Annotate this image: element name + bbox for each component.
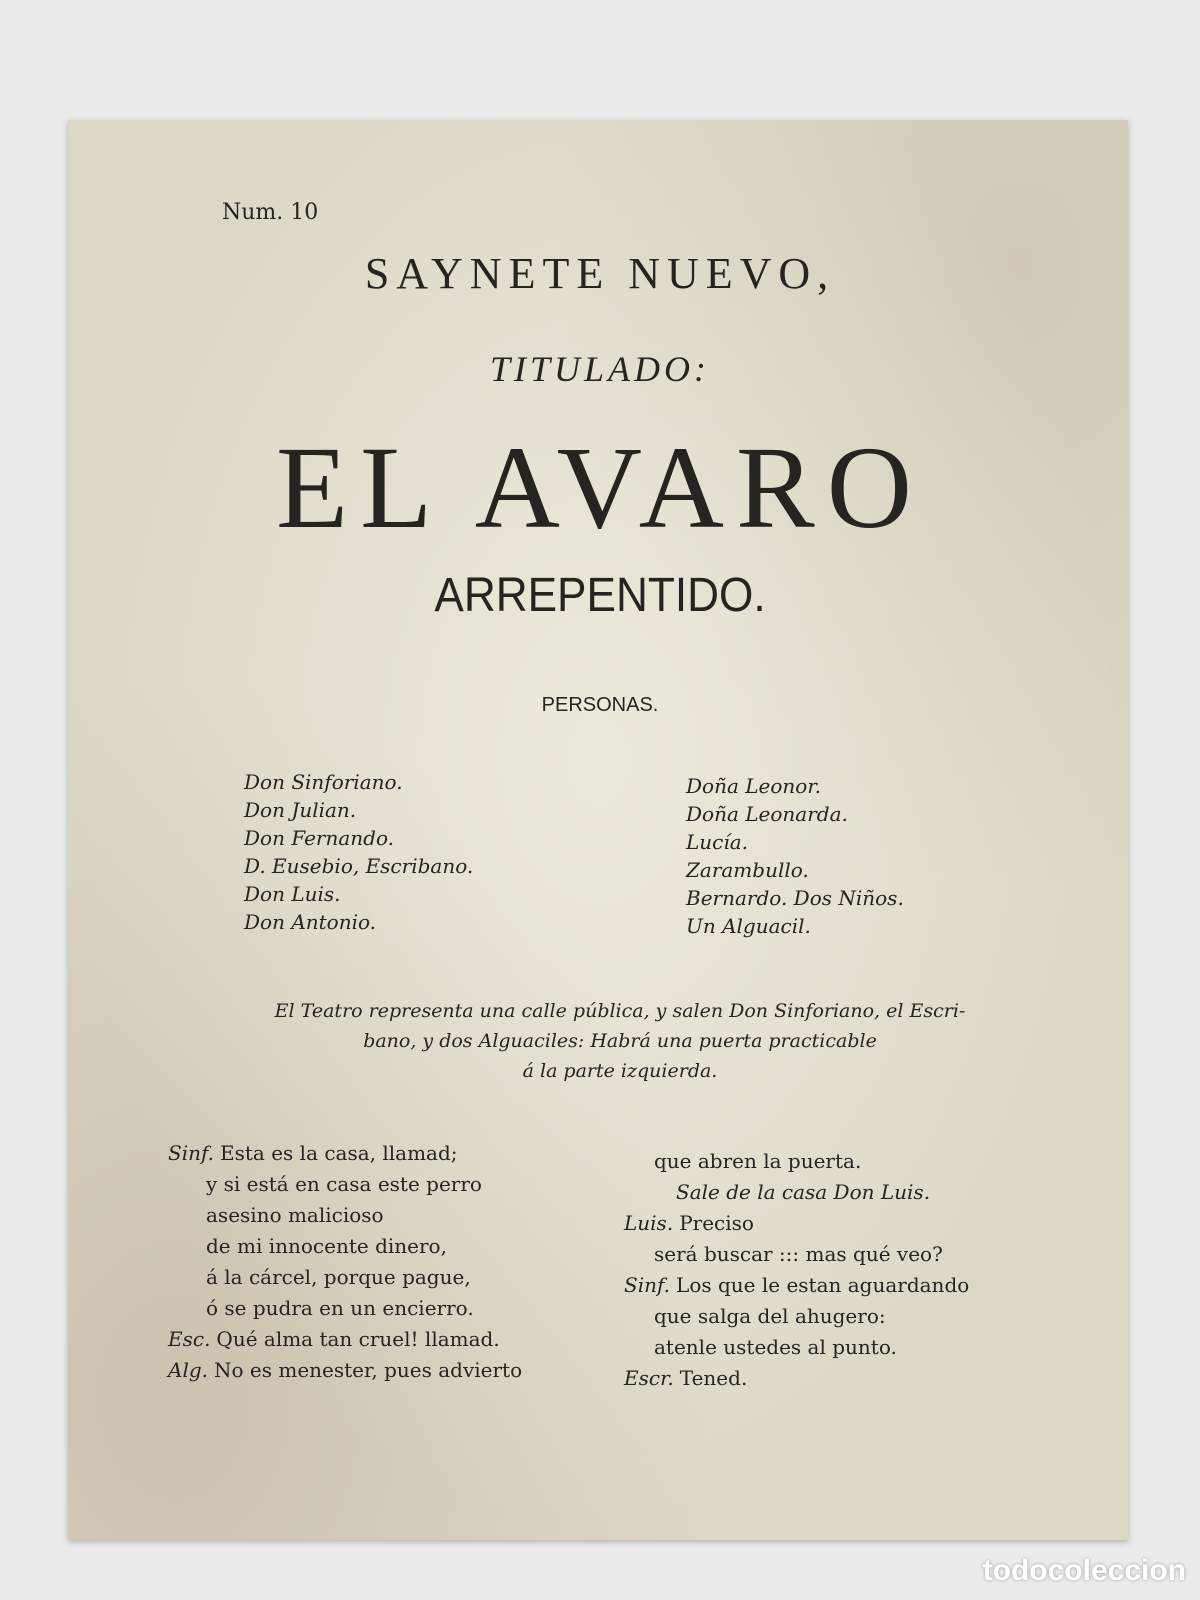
cast-member: Lucía.: [686, 830, 749, 854]
verse-text: Los que le estan aguardando: [676, 1273, 970, 1297]
verse-line: [168, 1293, 522, 1324]
issue-number: Num. 10: [222, 200, 319, 225]
stage-direction-line: El Teatro representa una calle pública, y salen Don Sinforiano, el Escri-: [274, 1000, 966, 1022]
stage-direction-line: bano, y dos Alguaciles: Habrá una puerta practicable: [363, 1030, 877, 1052]
verse-line: [624, 1208, 969, 1239]
verse-text: Tened.: [679, 1366, 748, 1390]
verse-line: [624, 1239, 969, 1270]
genre-heading: SAYNETE NUEVO,: [364, 249, 836, 298]
verse-text: Qué alma tan cruel! llamad.: [216, 1327, 500, 1351]
verse-line: [624, 1363, 969, 1394]
verse-line: [168, 1262, 522, 1293]
verse-line: [168, 1138, 522, 1169]
cast-list-right: [686, 772, 904, 940]
cast-member: Don Antonio.: [244, 910, 377, 934]
watermark-logo: todocoleccion: [982, 1554, 1186, 1587]
cast-member: Doña Leonarda.: [686, 802, 848, 826]
stage-direction: [150, 996, 1090, 1086]
cast-member: Zarambullo.: [686, 858, 809, 882]
verse-text: á la cárcel, porque pague,: [206, 1265, 471, 1289]
verse-text: asesino malicioso: [206, 1203, 384, 1227]
main-subtitle: ARREPENTIDO.: [434, 569, 766, 622]
cast-member: Don Luis.: [244, 882, 341, 906]
verse-text: de mi innocente dinero,: [206, 1234, 447, 1258]
cast-member: Don Sinforiano.: [244, 770, 403, 794]
verse-text: que abren la puerta.: [654, 1149, 862, 1173]
stage-direction-line: á la parte izquierda.: [522, 1060, 718, 1082]
verse-line: [624, 1301, 969, 1332]
speaker-label: Luis.: [624, 1211, 674, 1235]
cast-member: Don Fernando.: [244, 826, 395, 850]
main-title: EL AVARO: [276, 422, 924, 553]
verse-line: [168, 1324, 522, 1355]
verse-text: No es menester, pues advierto: [214, 1358, 523, 1382]
verse-text: atenle ustedes al punto.: [654, 1335, 897, 1359]
verse-column-left: [168, 1138, 522, 1386]
verse-line: [168, 1231, 522, 1262]
titulado-heading: TITULADO:: [489, 349, 711, 389]
cast-member: Doña Leonor.: [686, 774, 822, 798]
verse-line: [624, 1146, 969, 1177]
speaker-label: Alg.: [168, 1358, 208, 1382]
verse-line: [624, 1270, 969, 1301]
verse-text: será buscar ::: mas qué veo?: [654, 1242, 943, 1266]
cast-list-left: [244, 768, 473, 936]
cast-member: Don Julian.: [244, 798, 357, 822]
verse-column-right: [624, 1146, 969, 1394]
verse-line: [168, 1200, 522, 1231]
verse-line: [168, 1169, 522, 1200]
verse-text: Sale de la casa Don Luis.: [676, 1180, 931, 1204]
verse-text: que salga del ahugero:: [654, 1304, 886, 1328]
cast-member: D. Eusebio, Escribano.: [244, 854, 474, 878]
speaker-label: Sinf.: [168, 1141, 215, 1165]
speaker-label: Sinf.: [624, 1273, 671, 1297]
verse-line: [624, 1177, 969, 1208]
cast-member: Bernardo. Dos Niños.: [686, 886, 904, 910]
speaker-label: Esc.: [168, 1327, 211, 1351]
speaker-label: Escr.: [624, 1366, 674, 1390]
verse-text: Preciso: [679, 1211, 754, 1235]
verse-text: Esta es la casa, llamad;: [220, 1141, 458, 1165]
verse-text: ó se pudra en un encierro.: [206, 1296, 474, 1320]
verse-text: y si está en casa este perro: [206, 1172, 482, 1196]
verse-line: [168, 1355, 522, 1386]
personas-heading: PERSONAS.: [541, 694, 659, 716]
cast-member: Un Alguacil.: [686, 914, 811, 938]
verse-line: [624, 1332, 969, 1363]
